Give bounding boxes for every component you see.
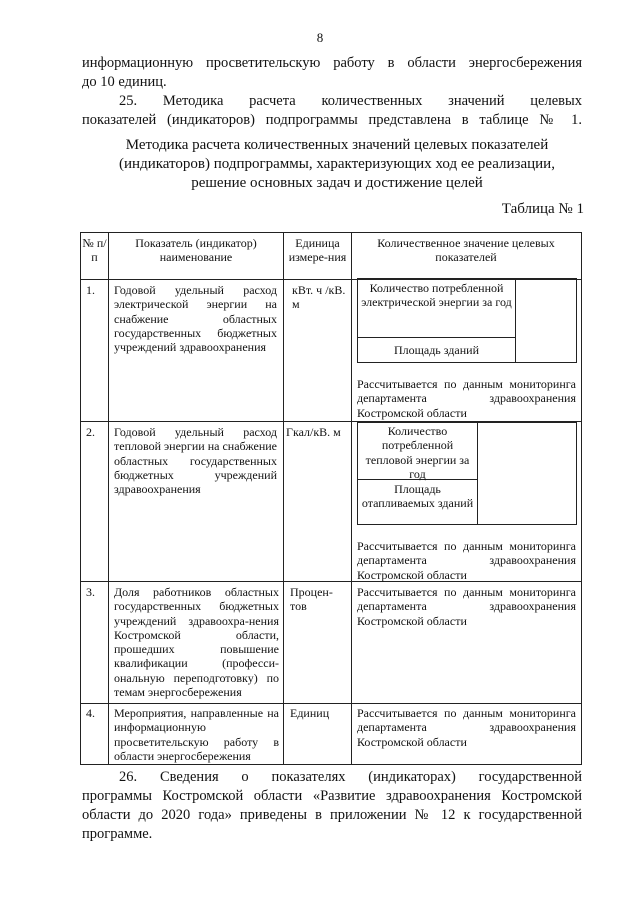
page-number: 8 bbox=[316, 30, 324, 45]
row-4-num: 4. bbox=[86, 706, 95, 720]
header-num: № п/п bbox=[82, 236, 107, 265]
paragraph-26-line-3: области до 2020 года» приведены в приложении № 12 к государственной bbox=[82, 807, 582, 823]
paragraph-26-line-2: программы Костромской области «Развитие здравоохранения Костромской bbox=[82, 788, 582, 804]
row-1-unit: кВт. ч /кВ. м bbox=[292, 283, 346, 312]
row-1-indicator: Годовой удельный расход электрической энергии на снабжение областных государственных бюджетных учреждений здравоохранения bbox=[114, 283, 277, 355]
row-2-numerator: Количество потребленной тепловой энергии за год bbox=[365, 424, 470, 481]
row-3-unit: Процен-тов bbox=[290, 585, 333, 614]
row-1-denominator: Площадь зданий bbox=[393, 343, 480, 357]
row-2-source: Рассчитывается по данным мониторинга департамента здравоохранения Костромской области bbox=[357, 539, 576, 582]
header-value: Количественное значение целевых показателей bbox=[377, 236, 555, 265]
paragraph-26-line-4: программе. bbox=[82, 826, 153, 842]
intro-line-2: до 10 единиц. bbox=[82, 74, 167, 90]
row-2-indicator: Годовой удельный расход тепловой энергии на снабжение областных государственных бюджетных учреждений здравоохранения bbox=[114, 425, 277, 497]
heading-line-1: Методика расчета количественных значений целевых показателей bbox=[125, 137, 549, 153]
row-3-num: 3. bbox=[86, 585, 95, 599]
row-3-indicator: Доля работников областных государственных бюджетных учреждений здравоохра-нения Костромской области, прошедших повышение квалификации (професси-ональную переподготовку) по темам энергосбережения bbox=[114, 585, 279, 700]
row-4-source: Рассчитывается по данным мониторинга департамента здравоохранения Костромской области bbox=[357, 706, 576, 749]
row-1-numerator: Количество потребленной электрической энергии за год bbox=[361, 281, 512, 310]
paragraph-25-line-1: 25. Методика расчета количественных значений целевых bbox=[119, 93, 582, 109]
heading-line-3: решение основных задач и достижение целей bbox=[191, 175, 483, 191]
row-1-source: Рассчитывается по данным мониторинга департамента здравоохранения Костромской области bbox=[357, 377, 576, 420]
paragraph-26-line-1: 26. Сведения о показателях (индикаторах) государственной bbox=[119, 769, 582, 785]
header-indicator: Показатель (индикатор) наименование bbox=[135, 236, 257, 265]
paragraph-25-line-2: показателей (индикаторов) подпрограммы представлена в таблице № 1. bbox=[82, 112, 582, 128]
table-caption: Таблица № 1 bbox=[501, 201, 584, 217]
intro-line-1: информационную просветительскую работу в области энергосбережения bbox=[82, 55, 582, 71]
row-2-num: 2. bbox=[86, 425, 95, 439]
row-2-unit: Гкал/кВ. м bbox=[286, 425, 341, 439]
header-unit: Единица измере-ния bbox=[288, 236, 347, 265]
heading-line-2: (индикаторов) подпрограммы, характеризующих ход ее реализации, bbox=[119, 156, 555, 172]
table-heading bbox=[92, 136, 582, 193]
row-3-source: Рассчитывается по данным мониторинга департамента здравоохранения Костромской области bbox=[357, 585, 576, 628]
row-2-denominator: Площадь отапливаемых зданий bbox=[361, 482, 474, 511]
row-4-unit: Единиц bbox=[290, 706, 330, 720]
row-1-num: 1. bbox=[86, 283, 95, 297]
row-4-indicator: Мероприятия, направленные на информационную просветительскую работу в области энергосбережения bbox=[114, 706, 279, 763]
